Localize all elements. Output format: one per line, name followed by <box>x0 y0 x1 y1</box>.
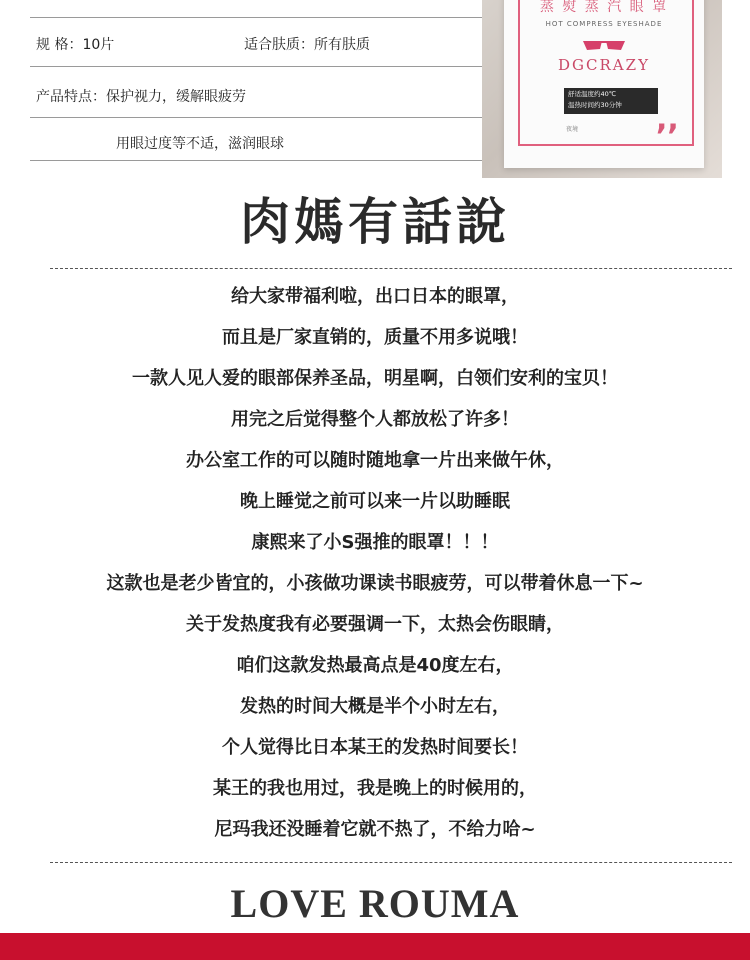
paragraph-line: 给大家带福利啦，出口日本的眼罩， <box>231 286 519 307</box>
table-divider <box>30 17 482 18</box>
table-divider <box>30 117 482 118</box>
paragraph-line: 咱们这款发热最高点是40度左右， <box>236 655 514 676</box>
quote-mark-icon: ,, <box>656 102 679 137</box>
product-photo <box>482 0 722 178</box>
paragraph-line: 办公室工作的可以随时随地拿一片出来做午休， <box>186 450 564 471</box>
bottom-accent-bar <box>0 933 750 960</box>
spec-features: 产品特点：保护视力，缓解眼疲劳 <box>36 89 246 105</box>
package-small-text: 夜境 <box>566 126 579 133</box>
product-package <box>504 0 704 168</box>
section-title: 肉媽有話說 <box>240 192 510 251</box>
paragraph-line: 康熙来了小S强推的眼罩！！！ <box>251 532 499 553</box>
paragraph-line: 晚上睡觉之前可以来一片以助睡眠 <box>240 491 510 512</box>
paragraph-line: 个人觉得比日本某王的发热时间要长！ <box>222 737 528 758</box>
spec-skin-type: 适合肤质：所有肤质 <box>244 37 370 53</box>
table-divider <box>30 160 482 161</box>
paragraph-line: 用完之后觉得整个人都放松了许多！ <box>231 409 519 430</box>
paragraph-line: 尼玛我还没睡着它就不热了，不给力哈~ <box>214 819 536 840</box>
package-info-time: 温热时间约30分钟 <box>568 101 622 109</box>
package-info-temp: 舒适温度约40℃ <box>568 90 617 98</box>
package-info-box <box>564 88 658 114</box>
dashed-divider <box>50 862 732 863</box>
sunglasses-icon <box>582 38 626 52</box>
package-brand: DGCRAZY <box>558 56 650 74</box>
paragraph-line: 关于发热度我有必要强调一下，太热会伤眼睛， <box>186 614 564 635</box>
paragraph-line: 一款人见人爱的眼部保养圣品，明星啊，白领们安利的宝贝！ <box>132 368 618 389</box>
package-title: 蒸 熨 蒸 汽 眼 罩 <box>539 0 669 15</box>
package-subtitle: HOT COMPRESS EYESHADE <box>545 20 663 28</box>
dashed-divider <box>50 268 732 269</box>
spec-size: 规 格：10片 <box>36 37 115 53</box>
footer-title: LOVE ROUMA <box>230 881 520 926</box>
table-divider <box>30 66 482 67</box>
spec-features-cont: 用眼过度等不适，滋润眼球 <box>116 136 284 152</box>
paragraph-line: 这款也是老少皆宜的，小孩做功课读书眼疲劳，可以带着休息一下~ <box>106 573 644 594</box>
paragraph-line: 发热的时间大概是半个小时左右， <box>240 696 510 717</box>
paragraph-line: 某王的我也用过，我是晚上的时候用的， <box>213 778 537 799</box>
paragraph-line: 而且是厂家直销的，质量不用多说哦！ <box>222 327 528 348</box>
